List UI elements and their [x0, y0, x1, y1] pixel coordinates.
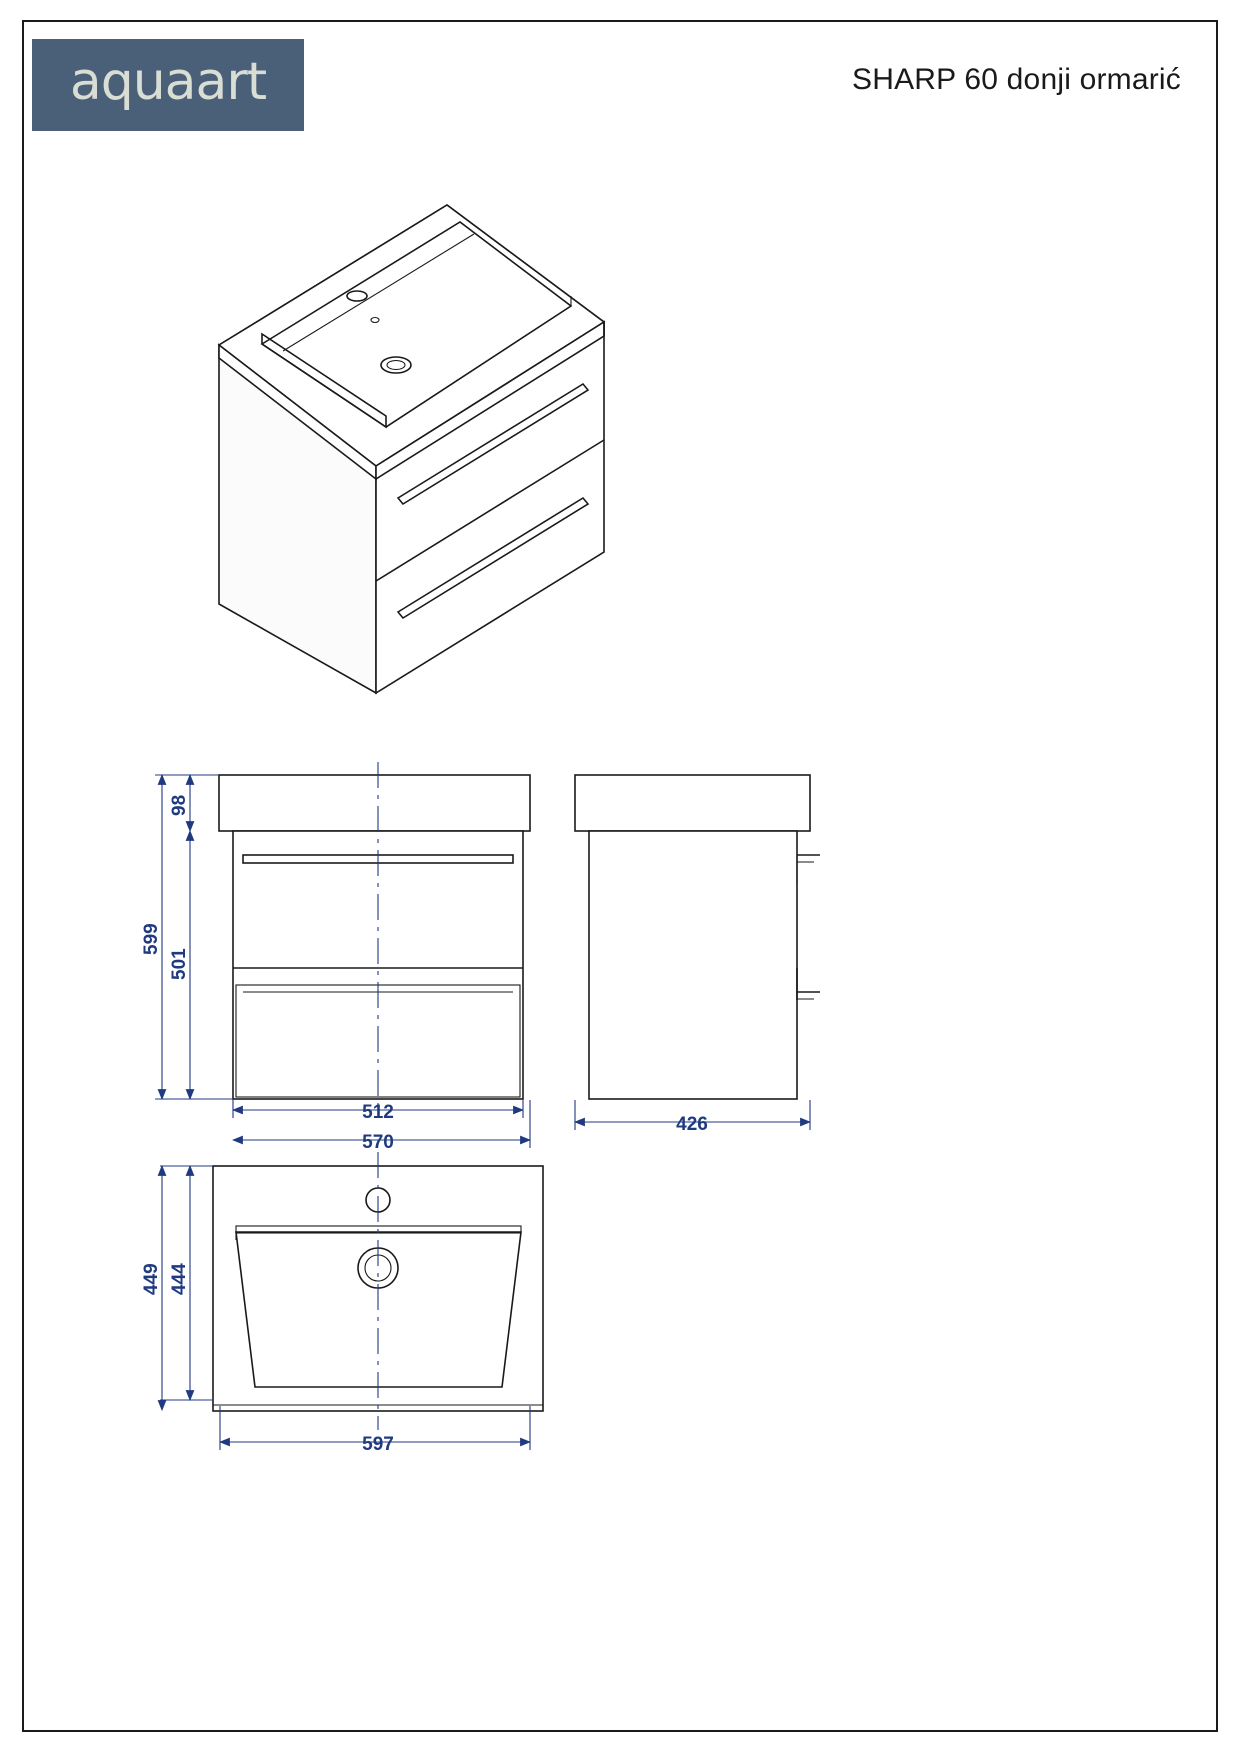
dim-cabinet-height: 501 — [169, 948, 190, 980]
dim-cabinet-width: 512 — [362, 1102, 394, 1123]
isometric-view — [219, 205, 604, 693]
side-view — [575, 775, 820, 1135]
dim-top-width: 597 — [362, 1434, 394, 1455]
dim-total-width: 570 — [362, 1132, 394, 1153]
dim-total-height: 599 — [141, 923, 162, 955]
dim-top-total-depth: 449 — [141, 1263, 162, 1295]
brand-logo-text: aquaart — [69, 52, 267, 112]
dim-basin-height: 98 — [169, 794, 190, 816]
page-title: SHARP 60 donji ormarić — [852, 63, 1181, 96]
dim-top-inner-depth: 444 — [169, 1263, 190, 1295]
dim-depth: 426 — [676, 1114, 708, 1135]
front-view — [141, 762, 530, 1153]
top-view — [141, 1152, 543, 1455]
